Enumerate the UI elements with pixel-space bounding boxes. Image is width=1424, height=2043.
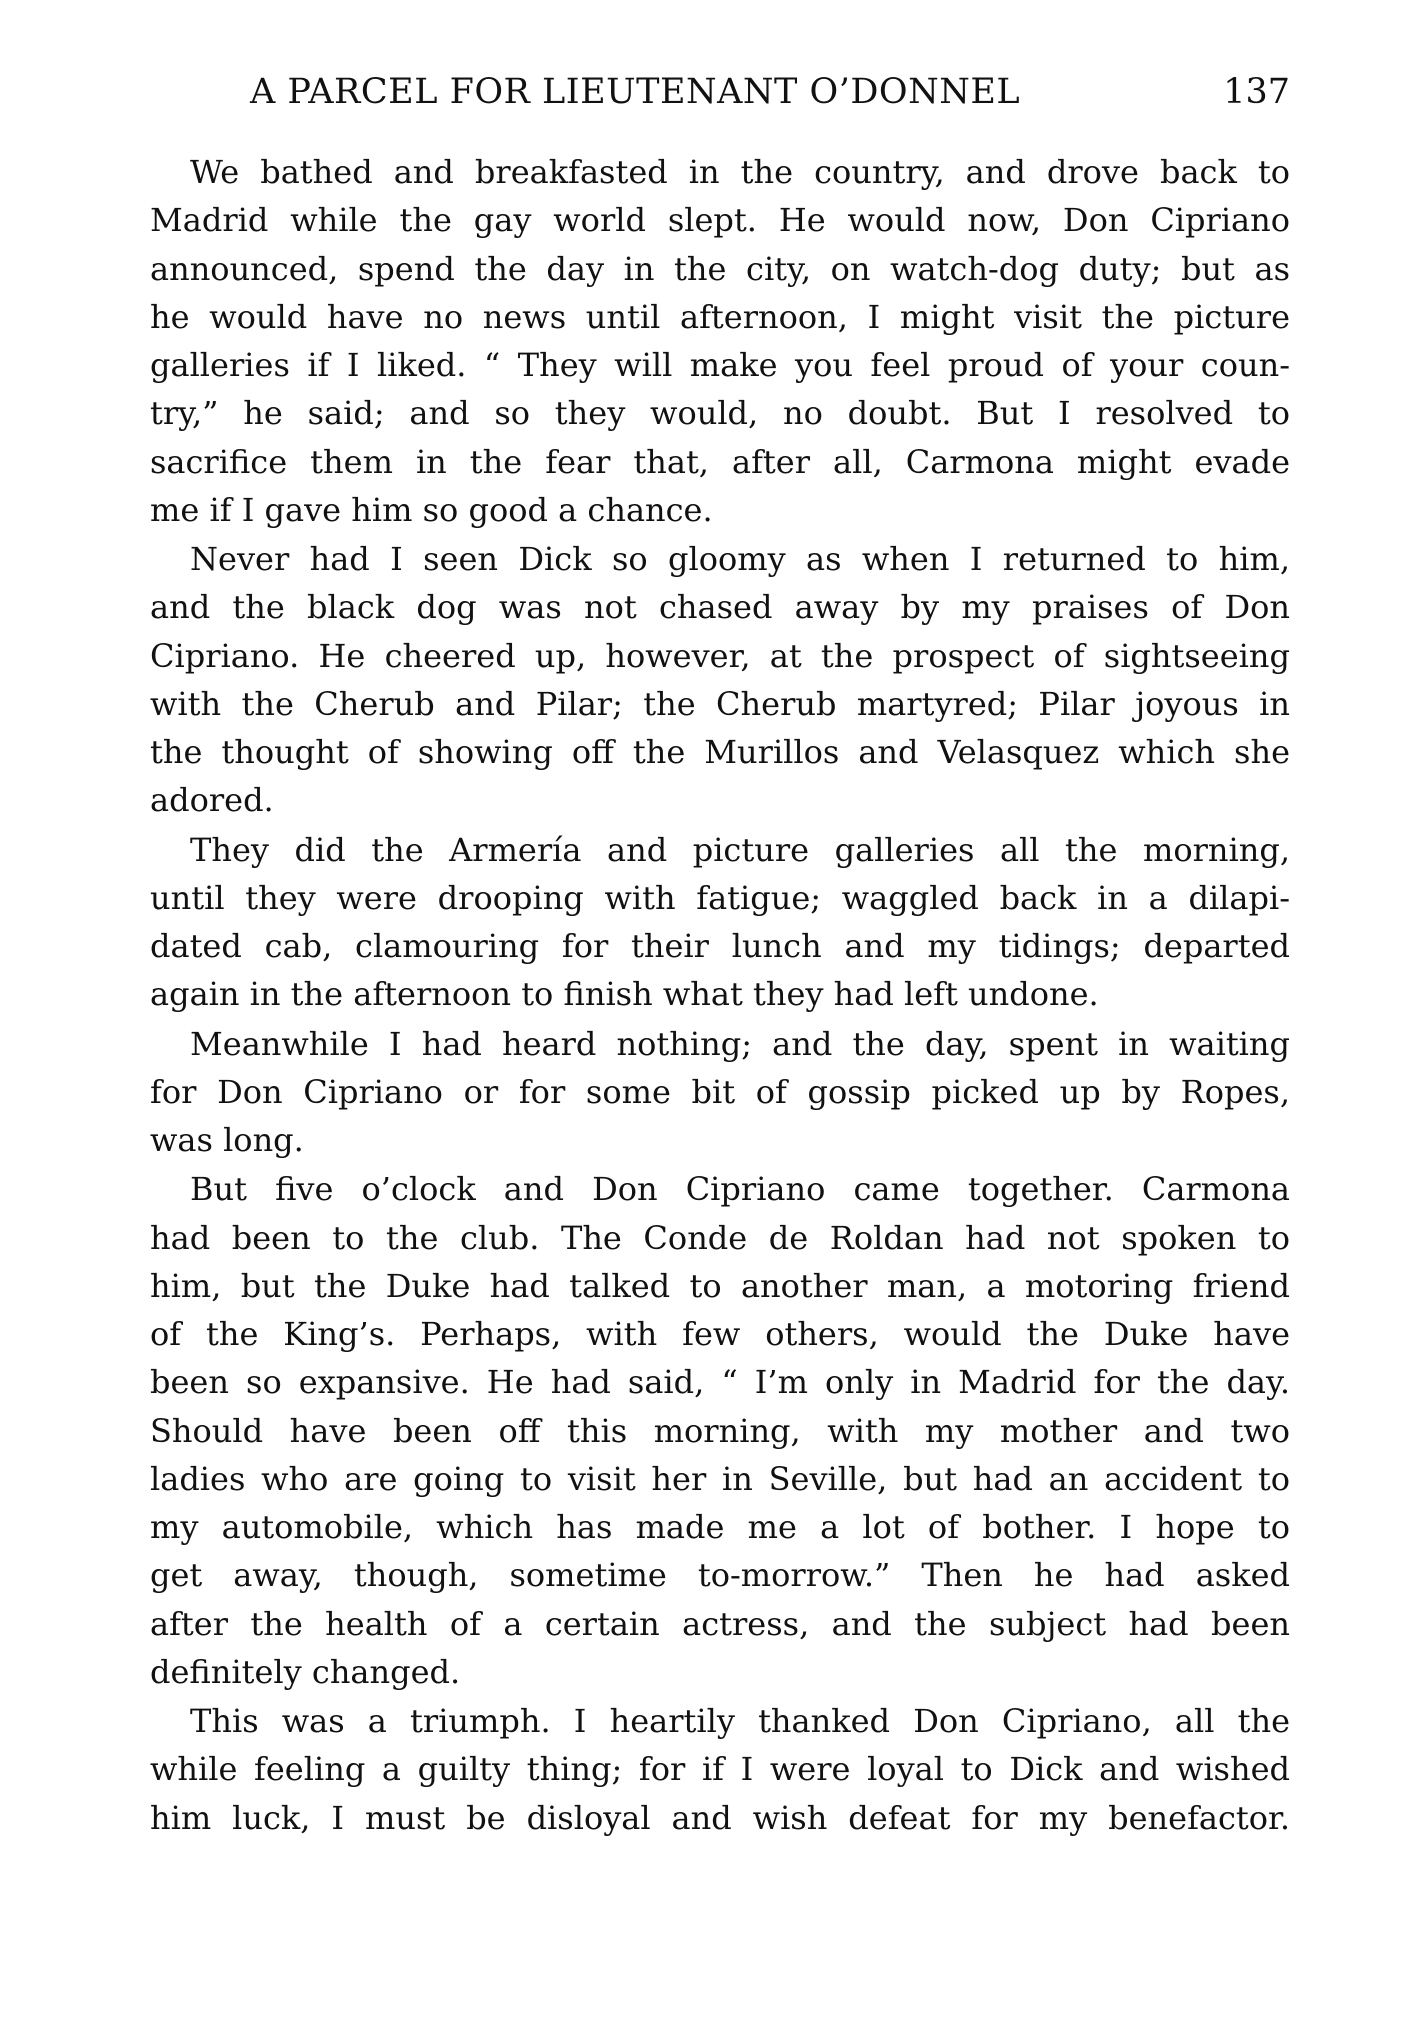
text-line: adored. [150, 781, 274, 820]
paragraph-6 [150, 1697, 1290, 1842]
page-number: 137 [1223, 72, 1290, 112]
text-line: We bathed and breakfasted in the country, and drove back to [190, 153, 1290, 191]
text-line: me if I gave him so good a chance. [150, 490, 713, 529]
paragraph-2 [150, 535, 1290, 825]
text-line: try,” he said; and so they would, no doubt. But I resolved to [150, 394, 1290, 433]
text-line: get away, though, sometime to-morrow.” Then he had asked [150, 1556, 1290, 1595]
text-line: They did the Armería and picture galleries all the morning, [190, 830, 1290, 869]
text-line: Madrid while the gay world slept. He would now, Don Cipriano [150, 201, 1290, 240]
text-line: Meanwhile I had heard nothing; and the day, spent in waiting [190, 1024, 1290, 1063]
paragraph-1 [150, 148, 1290, 534]
text-line: been so expansive. He had said, “ I’m only in Madrid for the day. [150, 1363, 1290, 1402]
text-line: after the health of a certain actress, and the subject had been [150, 1604, 1290, 1643]
text-line: This was a triumph. I heartily thanked Don Cipriano, all the [190, 1702, 1290, 1740]
text-line: had been to the club. The Conde de Roldan had not spoken to [150, 1218, 1290, 1257]
paragraph-4 [150, 1020, 1290, 1165]
text-line: definitely changed. [150, 1652, 461, 1691]
page-header [250, 72, 1290, 122]
text-line: with the Cherub and Pilar; the Cherub martyred; Pilar joyous in [150, 684, 1290, 723]
text-line: Never had I seen Dick so gloomy as when I returned to him, [190, 540, 1290, 578]
text-line: Should have been off this morning, with my mother and two [150, 1411, 1290, 1450]
text-line: announced, spend the day in the city, on watch-dog duty; but as [150, 249, 1290, 288]
text-line: he would have no news until afternoon, I might visit the picture [150, 297, 1290, 336]
paragraph-5 [150, 1165, 1290, 1696]
text-line: him, but the Duke had talked to another man, a motoring friend [150, 1266, 1290, 1305]
text-line: again in the afternoon to finish what they had left undone. [150, 975, 1099, 1014]
text-line: Cipriano. He cheered up, however, at the prospect of sightseeing [150, 636, 1290, 675]
text-line: and the black dog was not chased away by my praises of Don [150, 588, 1290, 627]
text-line: dated cab, clamouring for their lunch and my tidings; departed [150, 927, 1290, 965]
text-line: But five o’clock and Don Cipriano came together. Carmona [190, 1170, 1290, 1209]
text-line: the thought of showing off the Murillos and Velasquez which she [150, 733, 1290, 771]
text-line: my automobile, which has made me a lot of bother. I hope to [150, 1508, 1290, 1546]
paragraph-3 [150, 826, 1290, 1019]
text-line: until they were drooping with fatigue; waggled back in a dilapi- [150, 878, 1290, 917]
text-line: sacrifice them in the fear that, after all, Carmona might evade [150, 442, 1290, 481]
body-text [150, 148, 1290, 1843]
text-line: ladies who are going to visit her in Seville, but had an accident to [150, 1459, 1290, 1498]
text-line: galleries if I liked. “ They will make you feel proud of your coun- [150, 346, 1290, 384]
text-line: while feeling a guilty thing; for if I were loyal to Dick and wished [150, 1750, 1290, 1789]
text-line: him luck, I must be disloyal and wish defeat for my benefactor. [150, 1798, 1290, 1837]
text-line: for Don Cipriano or for some bit of gossip picked up by Ropes, [150, 1072, 1290, 1111]
text-line: was long. [150, 1121, 304, 1159]
running-title: A PARCEL FOR LIEUTENANT O’DONNEL [250, 72, 1021, 112]
text-line: of the King’s. Perhaps, with few others, would the Duke have [150, 1315, 1290, 1353]
